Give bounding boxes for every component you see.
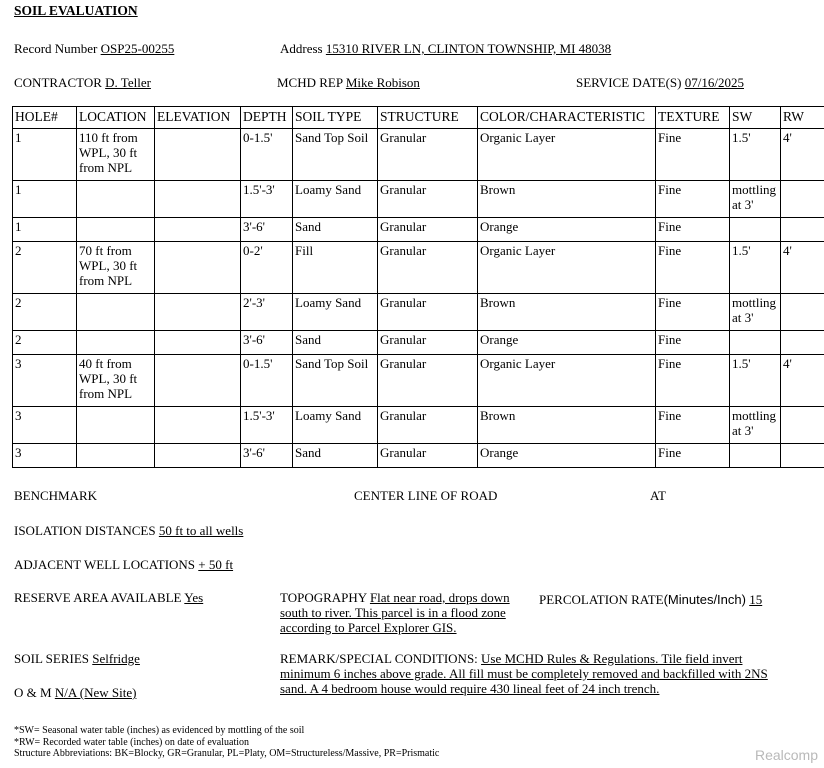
cell-texture: Fine — [656, 444, 730, 468]
cell-structure: Granular — [378, 294, 478, 331]
cell-depth: 1.5'-3' — [241, 181, 293, 218]
cell-depth: 0-1.5' — [241, 129, 293, 181]
cell-rw — [781, 407, 824, 444]
cell-sw: mottling at 3' — [730, 181, 781, 218]
cell-structure: Granular — [378, 129, 478, 181]
cell-texture: Fine — [656, 181, 730, 218]
reserve-area-value: Yes — [184, 590, 204, 605]
cell-color: Organic Layer — [478, 129, 656, 181]
cell-rw: 4' — [781, 355, 824, 407]
cell-texture: Fine — [656, 218, 730, 242]
column-header-depth: DEPTH — [241, 107, 293, 129]
cell-location — [77, 331, 155, 355]
service-date-label: SERVICE DATE(S) — [576, 75, 682, 90]
cell-color: Organic Layer — [478, 355, 656, 407]
contractor-value: D. Teller — [105, 75, 151, 90]
footnote-structure: Structure Abbreviations: BK=Blocky, GR=Granular, PL=Platy, OM=Structureless/Massive, PR=Prismatic — [14, 748, 440, 759]
cell-soil-type: Sand — [293, 218, 378, 242]
column-header-sw: SW — [730, 107, 781, 129]
cell-soil-type: Fill — [293, 242, 378, 294]
cell-sw — [730, 218, 781, 242]
percolation-rate-unit: (Minutes/Inch) — [663, 592, 746, 607]
cell-sw — [730, 331, 781, 355]
cell-elevation — [155, 218, 241, 242]
isolation-distances — [14, 523, 243, 539]
cell-depth: 3'-6' — [241, 331, 293, 355]
table-row — [13, 181, 824, 218]
mchd-rep — [277, 75, 420, 91]
cell-color: Orange — [478, 218, 656, 242]
cell-depth: 2'-3' — [241, 294, 293, 331]
cell-rw: 4' — [781, 242, 824, 294]
column-header-location: LOCATION — [77, 107, 155, 129]
isolation-distances-label: ISOLATION DISTANCES — [14, 523, 156, 538]
cell-sw: 1.5' — [730, 355, 781, 407]
cell-elevation — [155, 181, 241, 218]
soil-evaluation-table — [12, 106, 824, 468]
cell-soil-type: Sand — [293, 331, 378, 355]
cell-hole: 3 — [13, 355, 77, 407]
topography-line-1: Flat near road, drops down — [369, 590, 510, 605]
cell-hole: 1 — [13, 129, 77, 181]
topography-line-2: south to river. This parcel is in a flood zone — [280, 605, 506, 620]
address-value: 15310 RIVER LN, CLINTON TOWNSHIP, MI 48038 — [325, 41, 612, 56]
cell-color: Organic Layer — [478, 242, 656, 294]
remarks-label: REMARK/SPECIAL CONDITIONS: — [280, 651, 478, 666]
cell-sw: mottling at 3' — [730, 407, 781, 444]
cell-location — [77, 407, 155, 444]
topography-line-3: according to Parcel Explorer GIS. — [280, 620, 457, 635]
cell-structure: Granular — [378, 355, 478, 407]
cell-rw — [781, 444, 824, 468]
table-row — [13, 218, 824, 242]
mchd-rep-value: Mike Robison — [345, 75, 420, 90]
column-header-hole: HOLE# — [13, 107, 77, 129]
center-line-label: CENTER LINE OF ROAD — [354, 488, 498, 503]
contractor-label: CONTRACTOR — [14, 75, 102, 90]
service-date-value: 07/16/2025 — [684, 75, 744, 90]
cell-depth: 3'-6' — [241, 218, 293, 242]
cell-location — [77, 444, 155, 468]
cell-soil-type: Sand — [293, 444, 378, 468]
column-header-soil-type: SOIL TYPE — [293, 107, 378, 129]
table-row — [13, 294, 824, 331]
cell-elevation — [155, 407, 241, 444]
cell-hole: 1 — [13, 181, 77, 218]
cell-rw — [781, 331, 824, 355]
record-number-label: Record Number — [14, 41, 98, 56]
cell-sw: 1.5' — [730, 129, 781, 181]
cell-color: Orange — [478, 444, 656, 468]
column-header-color: COLOR/CHARACTERISTIC — [478, 107, 656, 129]
record-number-value: OSP25-00255 — [100, 41, 175, 56]
cell-texture: Fine — [656, 242, 730, 294]
page-title: SOIL EVALUATION — [14, 3, 138, 18]
cell-structure: Granular — [378, 444, 478, 468]
column-header-texture: TEXTURE — [656, 107, 730, 129]
cell-texture: Fine — [656, 129, 730, 181]
cell-soil-type: Loamy Sand — [293, 407, 378, 444]
cell-rw — [781, 294, 824, 331]
soil-series-value: Selfridge — [92, 651, 140, 666]
cell-structure: Granular — [378, 218, 478, 242]
cell-elevation — [155, 294, 241, 331]
table-row — [13, 331, 824, 355]
o-and-m — [14, 685, 136, 701]
soil-series-label: SOIL SERIES — [14, 651, 89, 666]
cell-rw — [781, 181, 824, 218]
cell-elevation — [155, 444, 241, 468]
cell-color: Brown — [478, 181, 656, 218]
cell-location: 40 ft from WPL, 30 ft from NPL — [77, 355, 155, 407]
cell-rw — [781, 218, 824, 242]
cell-hole: 2 — [13, 242, 77, 294]
cell-location — [77, 294, 155, 331]
cell-elevation — [155, 355, 241, 407]
cell-sw: 1.5' — [730, 242, 781, 294]
benchmark-label: BENCHMARK — [14, 488, 98, 503]
remarks-line-2: minimum 6 inches above grade. All fill must be completely removed and backfilled with 2NS — [280, 666, 768, 681]
percolation-rate-value: 15 — [749, 592, 763, 607]
footnote-sw: *SW= Seasonal water table (inches) as evidenced by mottling of the soil — [14, 725, 305, 736]
cell-depth: 1.5'-3' — [241, 407, 293, 444]
cell-texture: Fine — [656, 331, 730, 355]
o-and-m-label: O & M — [14, 685, 52, 700]
cell-elevation — [155, 331, 241, 355]
contractor — [14, 75, 151, 91]
adjacent-well-value: + 50 ft — [198, 557, 234, 572]
cell-depth: 0-2' — [241, 242, 293, 294]
remarks — [280, 651, 768, 696]
remarks-line-1: Use MCHD Rules & Regulations. Tile field invert — [481, 651, 743, 666]
cell-texture: Fine — [656, 355, 730, 407]
cell-elevation — [155, 242, 241, 294]
cell-color: Brown — [478, 407, 656, 444]
column-header-structure: STRUCTURE — [378, 107, 478, 129]
adjacent-well-label: ADJACENT WELL LOCATIONS — [14, 557, 196, 572]
cell-texture: Fine — [656, 407, 730, 444]
address-label: Address — [280, 41, 323, 56]
table-row — [13, 129, 824, 181]
realcomp-watermark: Realcomp — [754, 747, 818, 763]
adjacent-well-locations — [14, 557, 233, 573]
cell-soil-type: Sand Top Soil — [293, 129, 378, 181]
cell-hole: 3 — [13, 444, 77, 468]
service-date — [576, 75, 744, 91]
cell-structure: Granular — [378, 407, 478, 444]
cell-elevation — [155, 129, 241, 181]
cell-color: Brown — [478, 294, 656, 331]
column-header-rw: RW — [781, 107, 824, 129]
remarks-line-3: sand. A 4 bedroom house would require 430 lineal feet of 24 inch trench. — [280, 681, 660, 696]
cell-structure: Granular — [378, 331, 478, 355]
cell-rw: 4' — [781, 129, 824, 181]
column-header-elevation: ELEVATION — [155, 107, 241, 129]
topography — [280, 590, 510, 635]
cell-color: Orange — [478, 331, 656, 355]
table-row — [13, 407, 824, 444]
isolation-distances-value: 50 ft to all wells — [158, 523, 244, 538]
table-row — [13, 444, 824, 468]
at-label: AT — [650, 488, 666, 503]
soil-series — [14, 651, 140, 667]
cell-structure: Granular — [378, 242, 478, 294]
cell-location — [77, 218, 155, 242]
cell-hole: 2 — [13, 294, 77, 331]
cell-location — [77, 181, 155, 218]
cell-hole: 2 — [13, 331, 77, 355]
cell-location: 110 ft from WPL, 30 ft from NPL — [77, 129, 155, 181]
table-header-row — [13, 107, 824, 129]
record-number — [14, 41, 174, 57]
cell-sw: mottling at 3' — [730, 294, 781, 331]
cell-texture: Fine — [656, 294, 730, 331]
footnote-rw: *RW= Recorded water table (inches) on date of evaluation — [14, 737, 249, 748]
table-row — [13, 355, 824, 407]
cell-sw — [730, 444, 781, 468]
cell-soil-type: Sand Top Soil — [293, 355, 378, 407]
cell-hole: 1 — [13, 218, 77, 242]
reserve-area-label: RESERVE AREA AVAILABLE — [14, 590, 182, 605]
o-and-m-value: N/A (New Site) — [54, 685, 137, 700]
cell-location: 70 ft from WPL, 30 ft from NPL — [77, 242, 155, 294]
cell-depth: 0-1.5' — [241, 355, 293, 407]
mchd-rep-label: MCHD REP — [277, 75, 343, 90]
cell-structure: Granular — [378, 181, 478, 218]
percolation-rate-label: PERCOLATION RATE — [539, 592, 664, 607]
cell-hole: 3 — [13, 407, 77, 444]
table-row — [13, 242, 824, 294]
topography-label: TOPOGRAPHY — [280, 590, 367, 605]
percolation-rate — [539, 592, 762, 608]
address — [280, 41, 611, 57]
reserve-area — [14, 590, 203, 606]
cell-soil-type: Loamy Sand — [293, 294, 378, 331]
cell-soil-type: Loamy Sand — [293, 181, 378, 218]
cell-depth: 3'-6' — [241, 444, 293, 468]
